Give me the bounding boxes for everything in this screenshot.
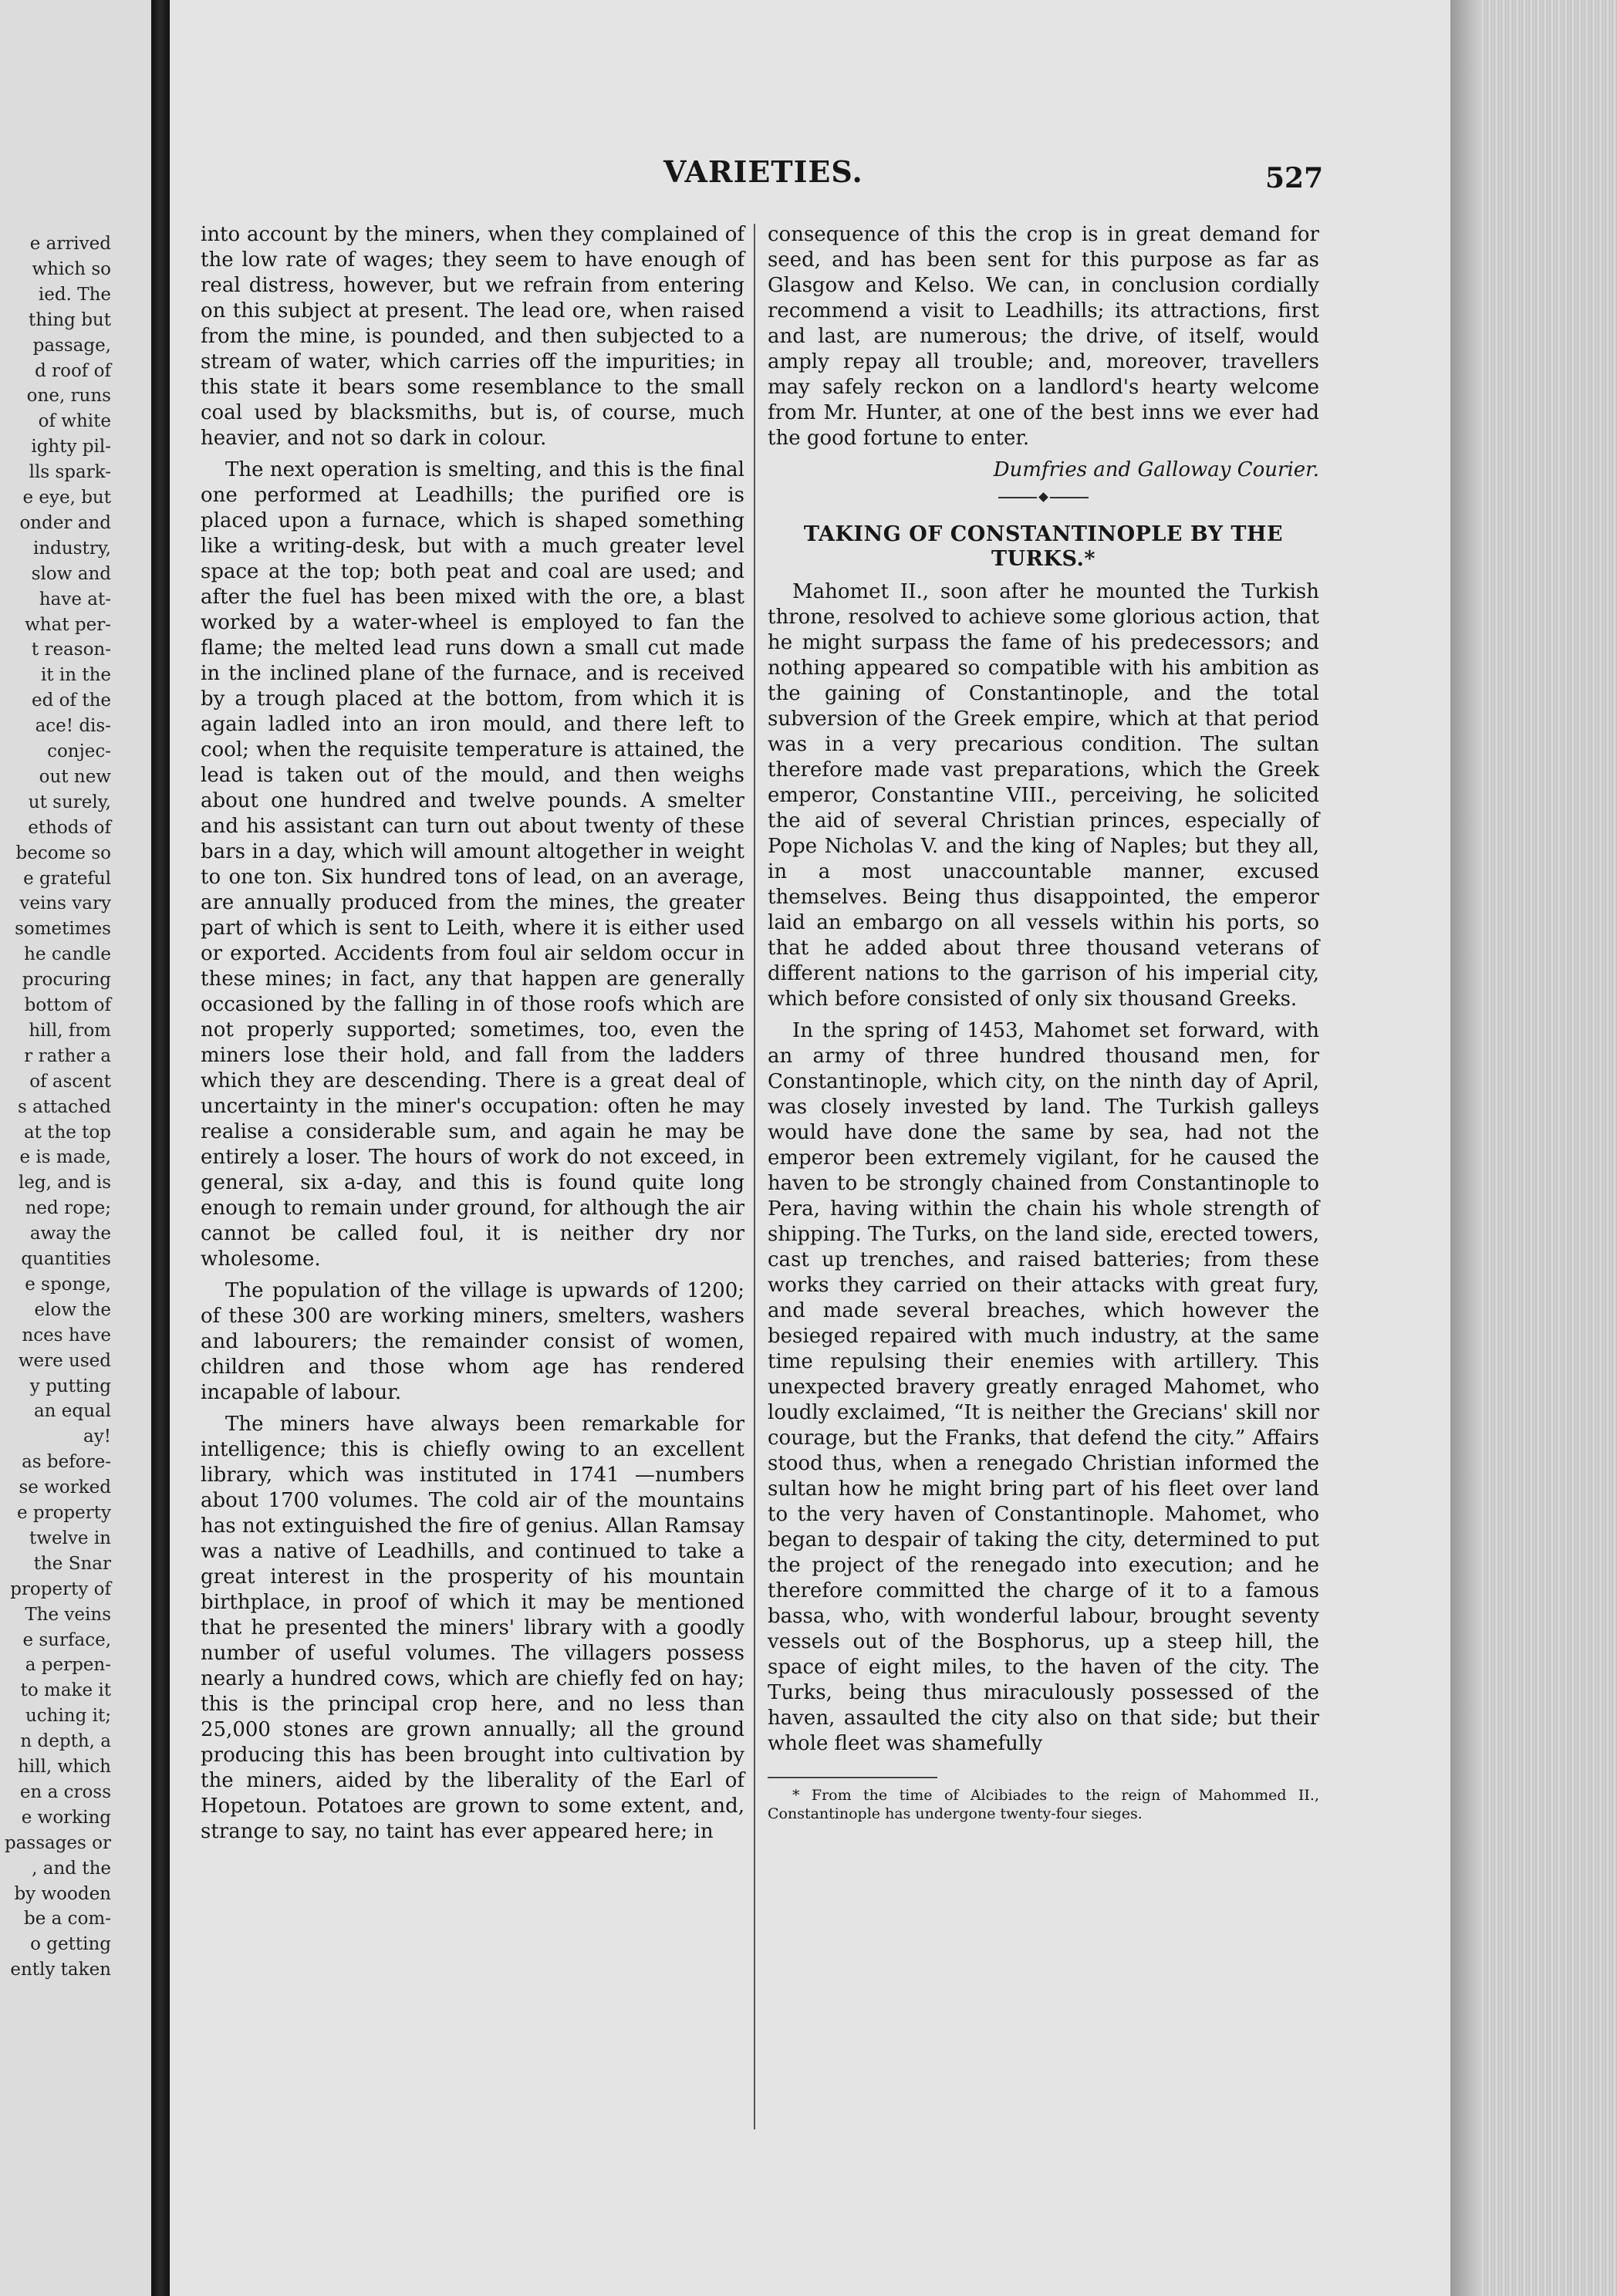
previous-page-line: ethods of [28, 817, 111, 838]
previous-page-line: uching it; [25, 1706, 111, 1727]
previous-page-line: ace! dis- [35, 716, 111, 737]
paragraph: into account by the miners, when they complained of the low rate of wages; they seem to have enough of real distress, however, but we refrain from entering on this subject at present. The lead ore, when raised from the mine, is pounded, and then subjected to a stream of water, which carries off the impurities; in this state it bears some resemblance to the small coal used by blacksmiths, but is, of course, much heavier, and not so dark in colour. [201, 223, 744, 450]
previous-page-line: o getting [30, 1934, 111, 1955]
paragraph: The population of the village is upwards of 1200; of these 300 are working miners, smelters, washers and labourers; the remainder consist of women, children and those whom age has rendered incapable of labour. [201, 1279, 744, 1404]
article-title: TAKING OF CONSTANTINOPLE BY THE TURKS.* [803, 522, 1284, 571]
page-edge-stack [1450, 0, 1617, 2296]
previous-page-line: one, runs [26, 386, 111, 407]
page-number: 527 [1265, 162, 1324, 194]
previous-page-line: e is made, [19, 1147, 111, 1168]
previous-page-line: s attached [17, 1096, 111, 1117]
previous-page-line: e property [16, 1503, 111, 1523]
previous-page-line: twelve in [29, 1528, 111, 1548]
previous-page-line: of white [38, 411, 111, 432]
page [170, 0, 1450, 2296]
paragraph: The next operation is smelting, and this is the final one performed at Leadhills; the purified ore is placed upon a furnace, which is shaped something like a writing-desk, but with a much greater level space at the top; both peat and coal are used; and after the fuel has been mixed with the ore, a blast worked by a water-wheel is employed to fan the flame; the melted lead runs down a small cut made in the inclined plane of the furnace, and is received by a trough placed at the bottom, from which it is again ladled into an iron mould, and there left to cool; when the requisite temperature is attained, the lead is taken out of the mould, and then weighs about one hundred and twelve pounds. A smelter and his assistant can turn out about twenty of these bars in a day, which will amount altogether in weight to one ton. Six hundred tons of lead, on an average, are annually produced from the mines, the greater part of which is sent to Leith, where it is either used or exported. Accidents from foul air seldom occur in these mines; in fact, any that happen are generally occasioned by the falling in of those roofs which are not properly supported; sometimes, too, even the miners lose their hold, and fall from the ladders which they are descending. There is a great deal of uncertainty in the miner's occupation: often he may realise a considerable sum, and again he may be entirely a loser. The hours of work do not exceed, in general, six a-day, and this is found quite long enough to remain under ground, for although the air cannot be called foul, it is neither dry nor wholesome. [201, 458, 744, 1271]
previous-page-line: elow the [34, 1299, 111, 1320]
previous-page-line: en a cross [19, 1781, 111, 1802]
paragraph: In the spring of 1453, Mahomet set forward, with an army of three hundred thousand men, for Constantinople, which city, on the ninth day of April, was closely invested by land. The Turkish galleys would have done the same by sea, had not the emperor been extremely vigilant, for he caused the haven to be strongly chained from Constantinople to Pera, having within the chain his whole strength of shipping. The Turks, on the land side, erected towers, cast up trenches, and raised batteries; from these works they carried on their attacks with great fury, and made several breaches, which however the besieged repaired with much industry, at the same time repulsing their enemies with artillery. This unexpected bravery greatly enraged Mahomet, who loudly exclaimed, “It is neither the Grecians' skill nor courage, but the Franks, that defend the city.” Affairs stood thus, when a renegado Christian informed the sultan how he might bring part of his fleet over land to the very haven of Constantinople. Mahomet, who began to despair of taking the city, determined to put the project of the renegado into execution; and he therefore committed the charge of it to a famous bassa, who, with wonderful labour, brought seventy vessels out of the Bosphorus, up a steep hill, the space of eight miles, to the haven of the city. The Turks, being thus miraculously possessed of the haven, assaulted the city also on that side; but their whole fleet was shamefully [768, 1019, 1319, 1755]
previous-page-line: thing but [28, 309, 111, 330]
previous-page-line: t reason- [31, 640, 111, 660]
previous-page-line: , and the [32, 1858, 111, 1879]
previous-page-line: e eye, but [22, 488, 111, 508]
previous-page-line: a perpen- [25, 1655, 111, 1676]
previous-page-line: procuring [22, 970, 111, 991]
previous-page-line: at the top [23, 1122, 111, 1143]
previous-page-line: ighty pil- [31, 437, 111, 458]
footnote: * From the time of Alcibiades to the reign of Mahommed II., Constantinople has undergone twenty-four sieges. [768, 1787, 1319, 1822]
previous-page-line: sometimes [15, 919, 111, 940]
column-divider [754, 224, 755, 2129]
previous-page-line: conjec- [47, 741, 111, 761]
previous-page-line: r rather a [24, 1045, 111, 1066]
paragraph: Mahomet II., soon after he mounted the Turkish throne, resolved to achieve some glorious action, that he might surpass the fame of his predecessors; and nothing appeared so compatible with his ambition as the gaining of Constantinople, and the total subversion of the Greek empire, which at that period was in a very precarious condition. The sultan therefore made vast preparations, which the Greek emperor, Constantine VIII., perceiving, he solicited the aid of several Christian princes, especially of Pope Nicholas V. and the king of Naples; but they all, in a most unaccountable manner, excused themselves. Being thus disappointed, the emperor laid an embargo on all vessels within his ports, so that he added about three thousand veterans of different nations to the garrison of his imperial city, which before consisted of only six thousand Greeks. [768, 580, 1319, 1011]
previous-page-line: of ascent [29, 1071, 111, 1092]
paragraph: consequence of this the crop is in great demand for seed, and has been sent for this purpose as far as Glasgow and Kelso. We can, in conclusion cordially recommend a visit to Leadhills; its attractions, first and last, are numerous; the drive, of itself, would amply repay all trouble; and, moreover, travellers may safely reckon on a landlord's hearty welcome from Mr. Hunter, at one of the best inns we ever had the good fortune to enter. [768, 223, 1319, 450]
previous-page-line: ned rope; [25, 1198, 111, 1219]
previous-page-line: slow and [31, 563, 111, 584]
footnote-rule [768, 1777, 937, 1778]
previous-page-fragment [0, 0, 154, 2296]
previous-page-line: e working [21, 1807, 111, 1828]
previous-page-line: leg, and is [18, 1173, 111, 1194]
previous-page-line: it in the [40, 665, 111, 686]
previous-page-line: d roof of [35, 360, 111, 381]
previous-page-line: hill, which [17, 1757, 111, 1777]
previous-page-line: have at- [39, 589, 111, 609]
previous-page-line: e surface, [22, 1629, 111, 1650]
previous-page-line: away the [29, 1224, 111, 1244]
previous-page-line: which so [32, 258, 111, 279]
previous-page-line: lls spark- [29, 462, 111, 483]
previous-page-line: industry, [33, 538, 111, 559]
previous-page-line: out new [39, 766, 111, 787]
previous-page-line: were used [18, 1350, 111, 1371]
previous-page-line: an equal [33, 1401, 111, 1422]
previous-page-line: passages or [4, 1832, 111, 1853]
previous-page-line: be a com- [24, 1909, 111, 1930]
previous-page-line: to make it [20, 1680, 111, 1701]
previous-page-line: e grateful [23, 868, 111, 889]
previous-page-line: ut surely, [28, 792, 111, 812]
previous-page-line: what per- [25, 614, 111, 635]
previous-page-line: hill, from [29, 1020, 111, 1041]
previous-page-line: become so [15, 842, 111, 863]
previous-page-line: property of [10, 1578, 111, 1599]
previous-page-line: passage, [32, 335, 111, 356]
previous-page-line: as before- [22, 1452, 111, 1473]
previous-page-line: se worked [19, 1477, 111, 1498]
previous-page-line: by wooden [14, 1883, 111, 1904]
previous-page-line: nces have [22, 1325, 111, 1346]
previous-page-line: y putting [29, 1376, 111, 1396]
right-column [768, 222, 1319, 1829]
previous-page-line: veins vary [19, 893, 111, 914]
book-gutter [151, 0, 170, 2296]
previous-page-line: e sponge, [25, 1274, 111, 1295]
previous-page-line: n depth, a [20, 1731, 111, 1752]
previous-page-line: ay! [83, 1427, 111, 1447]
left-column [201, 222, 744, 1851]
previous-page-line: quantities [21, 1249, 111, 1269]
source-attribution: Dumfries and Galloway Courier. [993, 458, 1319, 481]
previous-page-line: e arrived [29, 234, 111, 254]
previous-page-line: ied. The [38, 284, 111, 305]
previous-page-line: he candle [24, 944, 111, 965]
previous-page-line: The veins [25, 1604, 111, 1625]
section-ornament [768, 494, 1319, 501]
previous-page-line: the Snar [33, 1553, 111, 1574]
running-head: VARIETIES. [663, 154, 863, 189]
paragraph: The miners have always been remarkable for intelligence; this is chiefly owing to an excellent library, which was instituted in 1741 —numbers about 1700 volumes. The cold air of the mountains has not extinguished the fire of genius. Allan Ramsay was a native of Leadhills, and continued to take a great interest in the prosperity of his mountain birthplace, in proof of which it may be mentioned that he presented the miners' library with a goodly number of useful volumes. The villagers possess nearly a hundred cows, which are chiefly fed on hay; this is the principal crop here, and no less than 25,000 stones are grown annually; all the ground producing this has been brought into cultivation by the miners, aided by the liberality of the Earl of Hopetoun. Potatoes are grown to some extent, and, strange to say, no taint has ever appeared here; in [201, 1413, 744, 1843]
previous-page-line: ently taken [10, 1960, 111, 1980]
previous-page-line: bottom of [24, 995, 111, 1015]
previous-page-line: onder and [19, 512, 111, 533]
previous-page-line: ed of the [32, 690, 111, 711]
